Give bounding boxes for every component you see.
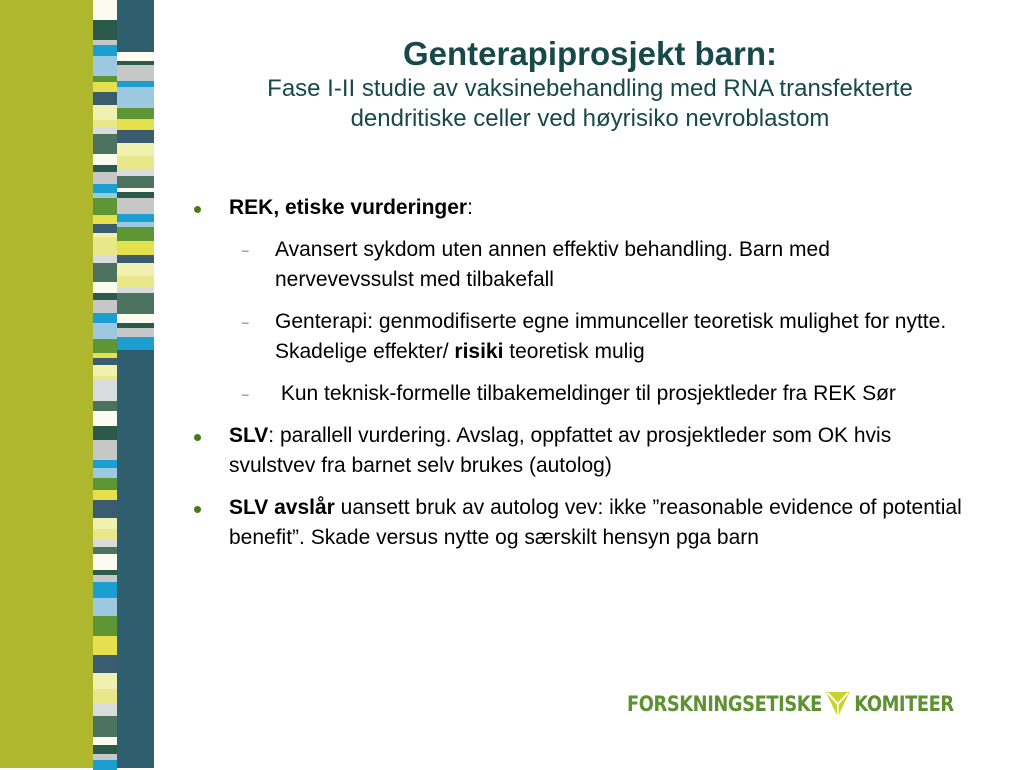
- stripe: [117, 198, 154, 214]
- stripe: [93, 554, 117, 570]
- stripe: [93, 582, 117, 598]
- sub-bullet-text: Avansert sykdom uten annen effektiv behandling. Barn med nervevevssulst med tilbakefall: [275, 238, 830, 291]
- stripe: [93, 92, 117, 105]
- stripe: [93, 282, 117, 293]
- stripe: [117, 52, 154, 61]
- stripe: [93, 547, 117, 554]
- stripe: [93, 215, 117, 224]
- stripe: [93, 703, 117, 716]
- stripe: [117, 156, 154, 170]
- bullet-item: [190, 193, 970, 223]
- bullet-text: :: [467, 196, 473, 219]
- stripe: [93, 120, 117, 128]
- stripe: [93, 760, 117, 770]
- stripe: [93, 198, 117, 215]
- stripe: [93, 673, 117, 689]
- stripe: [93, 82, 117, 92]
- logo: [627, 690, 954, 718]
- decorative-stripes-right: [117, 0, 154, 768]
- stripe: [117, 241, 154, 255]
- stripe: [93, 165, 117, 172]
- stripe: [117, 255, 154, 263]
- stripe: [93, 655, 117, 673]
- decorative-stripes: [93, 0, 117, 768]
- logo-text-left: FORSKNINGSETISKE: [627, 692, 822, 716]
- stripe: [93, 154, 117, 165]
- stripe: [117, 108, 154, 119]
- stripe: [93, 745, 117, 754]
- bullet-dot-icon: [194, 506, 201, 513]
- stripe: [93, 616, 117, 636]
- stripe: [93, 184, 117, 193]
- stripe: [93, 500, 117, 518]
- stripe: [93, 263, 117, 282]
- stripe: [93, 478, 117, 490]
- sub-bullet-text: Genterapi: genmodifiserte egne immunceller teoretisk mulighet for nytte. Skadelige effekter/: [275, 310, 947, 363]
- dash-icon: –: [242, 243, 249, 257]
- stripe: [117, 65, 154, 81]
- sub-bullet-bold: risiki: [454, 340, 504, 363]
- stripe: [117, 214, 154, 222]
- sub-bullet-text: Kun teknisk-formelle tilbakemeldinger til prosjektleder fra REK Sør: [275, 382, 896, 405]
- stripe: [93, 56, 117, 76]
- bullet-item: [190, 421, 970, 481]
- stripe: [93, 45, 117, 56]
- stripe: [117, 87, 154, 108]
- stripe: [93, 365, 117, 376]
- subtitle-line: Fase I-II studie av vaksinebehandling med RNA transfekterte: [267, 75, 913, 102]
- stripe: [93, 237, 117, 256]
- stripe: [93, 575, 117, 582]
- sub-bullet-item: [190, 379, 970, 409]
- stripe: [93, 358, 117, 365]
- subtitle-line: dendritiske celler ved høyrisiko nevroblastom: [350, 105, 830, 132]
- stripe: [93, 737, 117, 745]
- stripe: [93, 224, 117, 233]
- stripe: [93, 0, 117, 20]
- slide-body: [190, 193, 970, 565]
- sub-bullet-text: teoretisk mulig: [503, 340, 645, 363]
- bullet-text: uansett bruk av autolog vev: ikke ”reasonable evidence of potential benefit”. Skade versus nytte og særskilt hensyn pga barn: [229, 496, 962, 549]
- stripe: [93, 598, 117, 616]
- sub-bullet-item: [190, 307, 970, 367]
- stripe: [93, 636, 117, 655]
- stripe: [93, 401, 117, 411]
- stripe: [117, 143, 154, 156]
- stripe: [93, 426, 117, 440]
- stripe: [93, 716, 117, 737]
- stripe: [117, 119, 154, 130]
- stripe: [117, 176, 154, 188]
- stripe: [117, 314, 154, 323]
- stripe: [93, 380, 117, 401]
- stripe: [93, 468, 117, 478]
- stripe: [117, 276, 154, 288]
- stripe: [93, 540, 117, 547]
- bullet-dot-icon: [194, 206, 201, 213]
- stripe: [93, 460, 117, 468]
- stripe: [93, 339, 117, 353]
- slide-title: [175, 34, 1005, 134]
- stripe: [117, 227, 154, 241]
- title-heading: Genterapiprosjekt barn:: [402, 35, 778, 72]
- stripe: [93, 529, 117, 540]
- logo-text-right: KOMITEER: [854, 692, 954, 716]
- stripe: [93, 300, 117, 313]
- bullet-item: [190, 493, 970, 553]
- stripe: [93, 105, 117, 120]
- stripe: [93, 313, 117, 323]
- stripe: [117, 337, 154, 350]
- green-side-band: [0, 0, 93, 768]
- stripe: [93, 518, 117, 529]
- dash-icon: –: [242, 387, 249, 401]
- bullet-dot-icon: [194, 434, 201, 441]
- stripe: [93, 293, 117, 300]
- stripe: [117, 328, 154, 337]
- bullet-bold: REK, etiske vurderinger: [229, 196, 468, 219]
- stripe: [93, 323, 117, 339]
- stripe: [117, 293, 154, 314]
- stripe: [93, 134, 117, 154]
- stripe: [93, 689, 117, 703]
- bullet-bold: SLV avslår: [229, 496, 335, 519]
- stripe: [93, 172, 117, 184]
- stripe: [93, 411, 117, 426]
- stripe: [93, 440, 117, 460]
- logo-triangle-icon: [825, 690, 851, 718]
- sub-bullet-item: [190, 235, 970, 295]
- bullet-bold: SLV: [229, 424, 269, 447]
- stripe: [117, 263, 154, 276]
- bullet-text: : parallell vurdering. Avslag, oppfattet av prosjektleder som OK hvis svulstvev fra barnet selv brukes (autolog): [229, 424, 892, 477]
- stripe: [93, 256, 117, 263]
- stripe: [93, 490, 117, 500]
- stripe: [93, 20, 117, 40]
- dash-icon: –: [242, 315, 249, 329]
- stripe: [117, 130, 154, 143]
